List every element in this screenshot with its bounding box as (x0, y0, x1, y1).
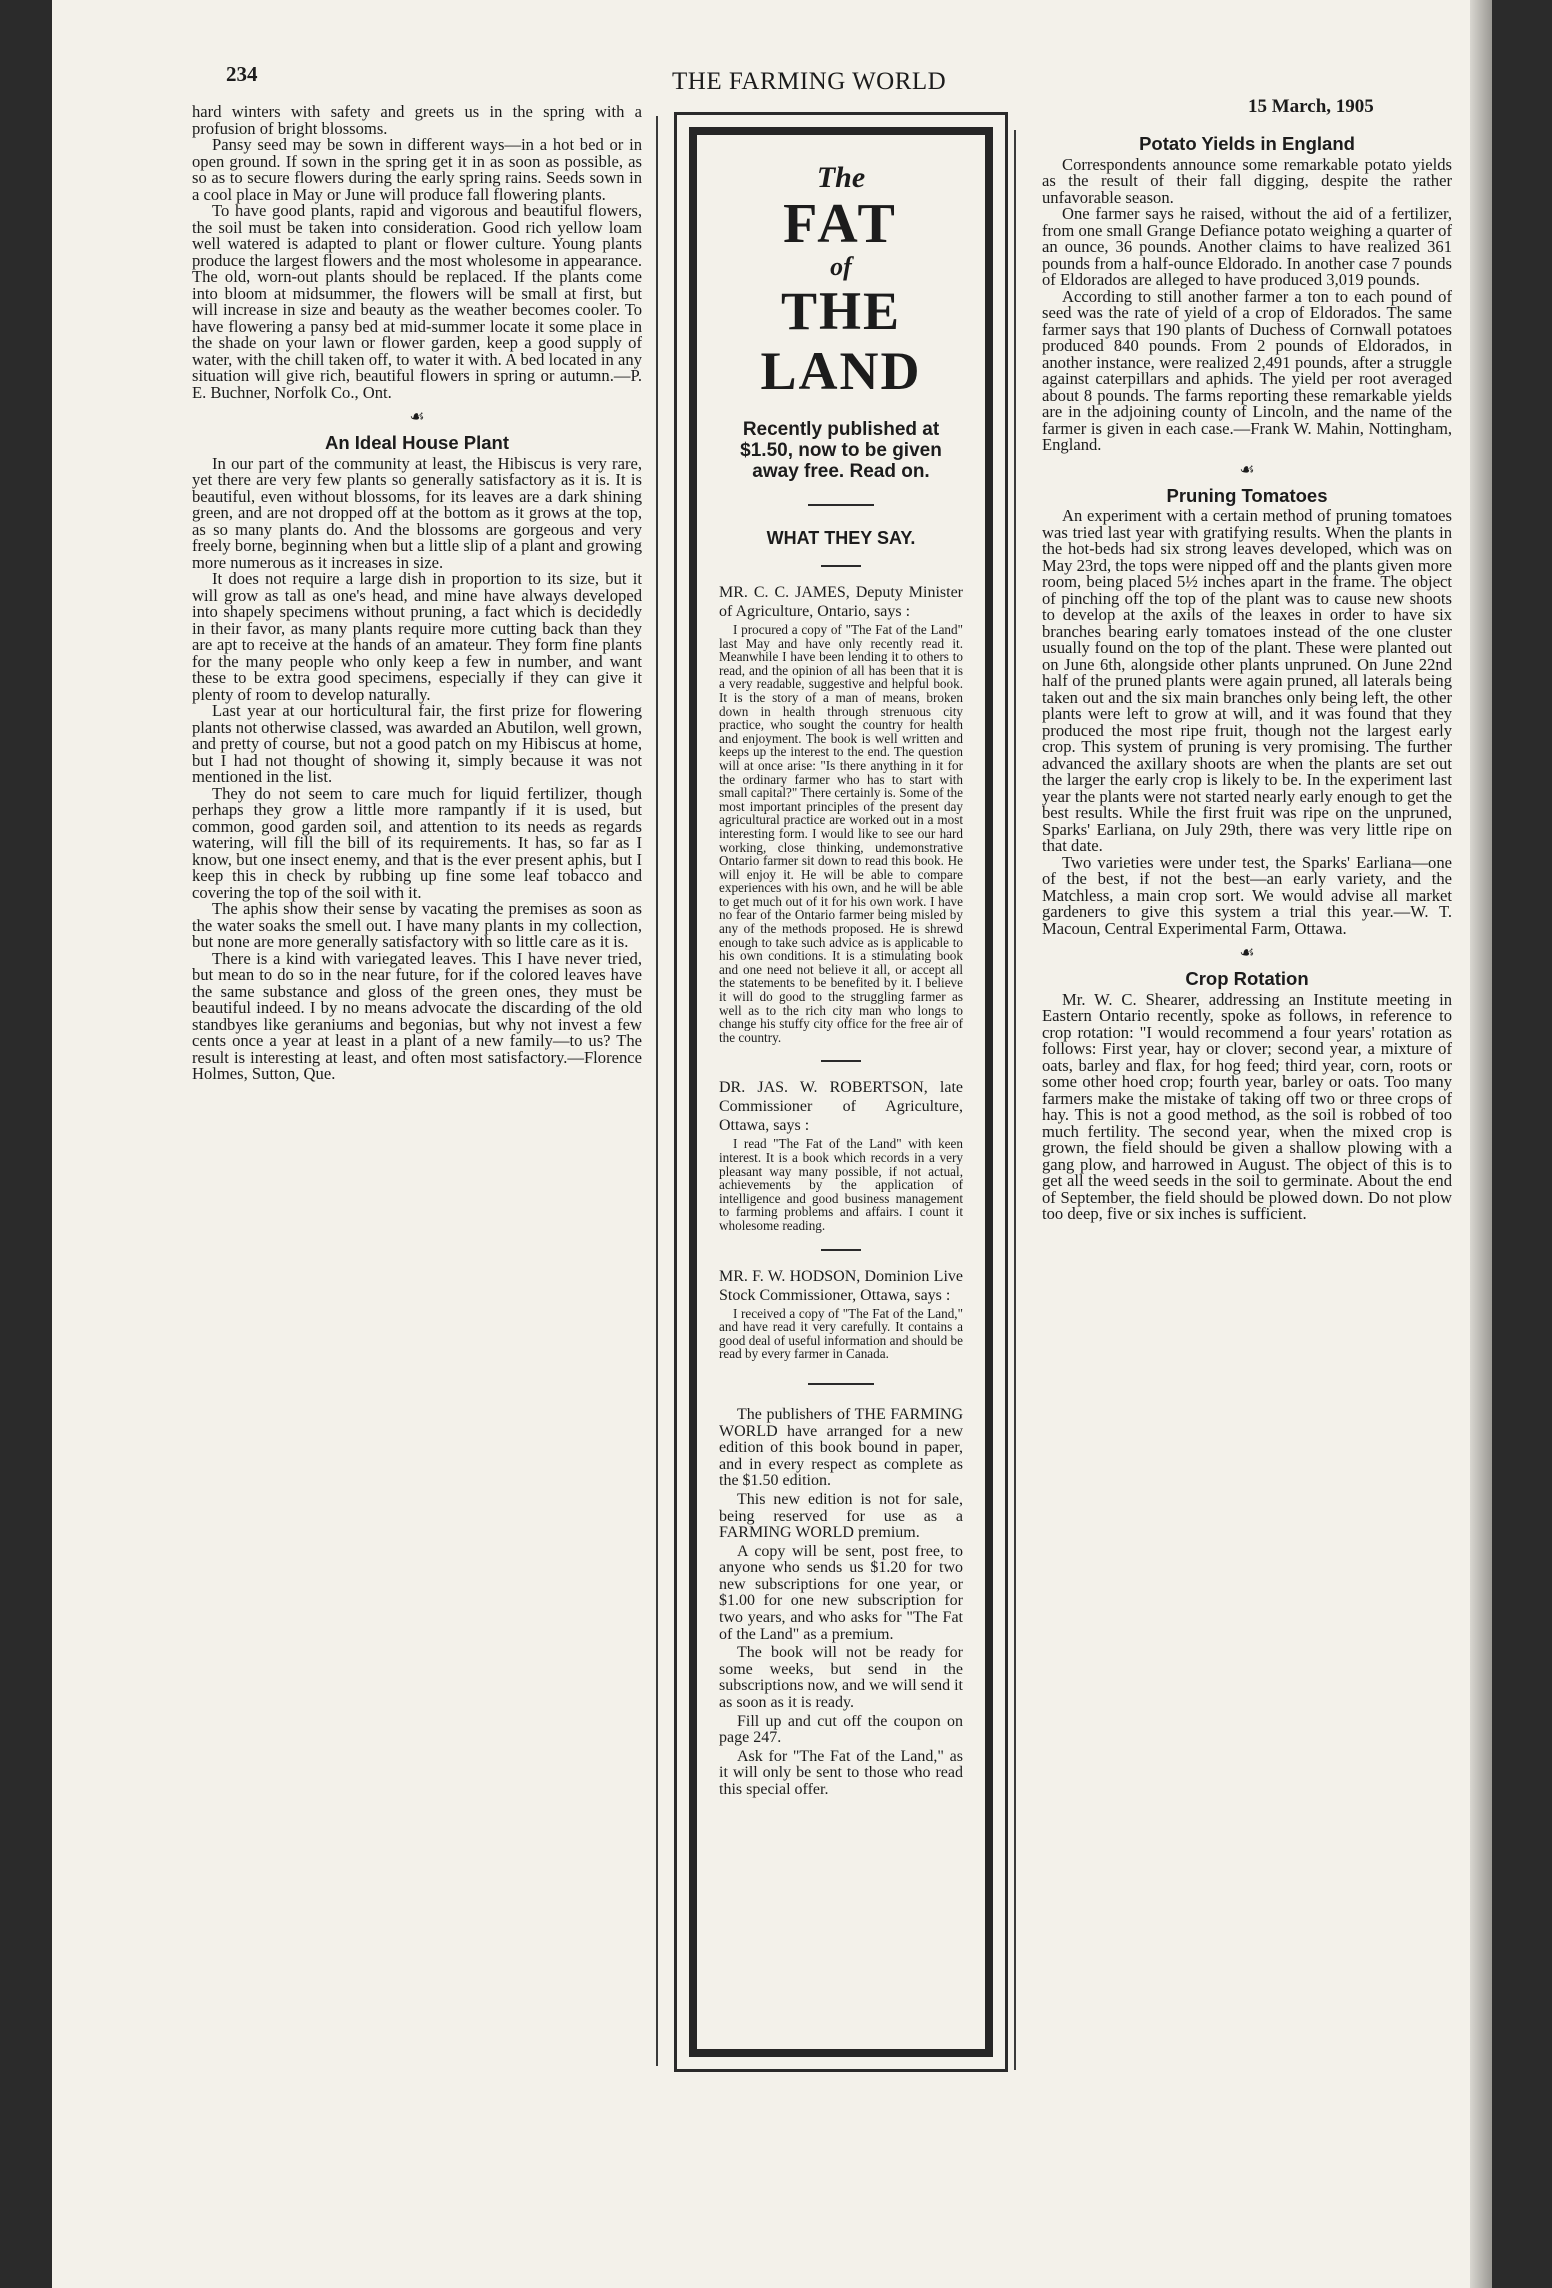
divider (821, 1249, 861, 1251)
article-heading: Crop Rotation (1185, 968, 1309, 989)
fleuron-ornament: ☙ (409, 407, 425, 426)
testimonial-author: DR. JAS. W. ROBERTSON, late Commissioner of Agriculture, Ottawa, says : (719, 1079, 963, 1135)
paragraph: The publishers of THE FARMING WORLD have arranged for a new edition of this book bound in paper, and in every respect as complete as the $1.50 edition. (719, 1405, 963, 1490)
paragraph: One farmer says he raised, without the aid of a fertilizer, from one small Grange Defiance potato weighing a quarter of an ounce, 36 pounds. Another claims to have realized 361 pounds from a half-ounce Eldorado. In another case 7 pounds of Eldorados are alleged to have produced 3,019 pounds. (1042, 204, 1452, 289)
advertisement-inner-border (689, 127, 993, 2057)
paragraph: They do not seem to care much for liquid fertilizer, though perhaps they grow a little more rampantly if it is used, but common, good garden soil, and attention to its needs as regards watering, will fill the bill of its requirements. It has, so far as I know, but one insect enemy, and that is the ever present aphis, but I keep this in check by rubbing up fine some leaf tobacco and covering the top of the soil with it. (192, 783, 642, 902)
divider (821, 565, 861, 567)
ad-title-the: The (816, 161, 866, 194)
testimonial-text: I received a copy of "The Fat of the Land," and have read it very carefully. It contains a good deal of useful information and should be read by every farmer in Canada. (719, 1305, 963, 1362)
paragraph: Last year at our horticultural fair, the first prize for flowering plants not otherwise classed, was awarded an Abutilon, well grown, and pretty of course, but not a good patch on my Hibiscus at home, but I had not thought of showing it, simply because it was not mentioned in the list. (192, 701, 642, 786)
ad-title-land: THE LAND (760, 281, 922, 401)
newspaper-page (52, 0, 1492, 2288)
paragraph: Two varieties were under test, the Sparks' Earliana—one of the best, if not the best—an early variety, and the Matchless, a main crop sort. We would advise all market gardeners to give this system a trial this year.—W. T. Macoun, Central Experimental Farm, Ottawa. (1042, 852, 1452, 938)
column-left (192, 104, 642, 1083)
paragraph: hard winters with safety and greets us in the spring with a profusion of bright blossoms. (192, 102, 642, 138)
article-heading: Pruning Tomatoes (1166, 484, 1328, 506)
column-right (1042, 133, 1452, 1223)
page-number: 234 (226, 62, 258, 86)
article-heading: An Ideal House Plant (324, 432, 509, 453)
fleuron-ornament: ☙ (1239, 459, 1255, 479)
paragraph: The aphis show their sense by vacating the premises as soon as the water soaks the smell out. I have many plants in my collection, but none are more generally satisfactory with so little care as it is. (192, 899, 642, 951)
fleuron-ornament: ☙ (1239, 943, 1255, 962)
offer-details (719, 1407, 963, 1799)
paragraph: Fill up and cut off the coupon on page 247. (719, 1712, 963, 1747)
paragraph: Ask for "The Fat of the Land," as it will only be sent to those who read this special offer. (719, 1747, 963, 1798)
ad-title-fat: FAT (783, 193, 899, 255)
paragraph: To have good plants, rapid and vigorous and beautiful flowers, the soil must be taken into consideration. Good rich yellow loam well watered is adapted to plant or flower culture. Young plants produce the largest flowers and the most wholesome in appearance. The old, worn-out plants should be replaced. If the plants come into bloom at midsummer, the flowers will be small at first, but will increase in size and beauty as the weather becomes cooler. To have flowering a pansy bed at mid-summer locate it some place in the shade on your lawn or flower garden, keep a good supply of water, with the chill taken off, to water it with. A bed located in any situation will give rich, beautiful flowers in spring or autumn.—P. E. Buchner, Norfolk Co., Ont. (192, 201, 642, 402)
testimonial-text: I read "The Fat of the Land" with keen interest. It is a book which records in a very pleasant way many possible, if not actual, achievements by the application of intelligence and good business management to farming problems and affairs. I count it wholesome reading. (719, 1136, 963, 1233)
divider (808, 1383, 874, 1385)
paragraph: An experiment with a certain method of pruning tomatoes was tried last year with gratifying results. When the plants in the hot-beds had six strong leaves developed, which was on May 23rd, the tops were nipped off and the plants given more room, being placed 5½ inches apart in the frame. The object of pinching off the top of the plant was to cause new shoots to develop at the axils of the leaxes in order to have six branches bearing early tomatoes instead of the one cluster usually found on the top of the plant. These were planted out on June 6th, alongside other plants unpruned. On June 22nd half of the pruned plants were again pruned, all laterals being taken out and the six main branches only being left, the other plants were left to grow at will, and it was found that they produced the most ripe fruit, though not the largest early crop. This system of pruning is very promising. The further advanced the axillary shoots are when the plants are set out the larger the early crop is likely to be. In the experiment last year the plants were not started nearly early enough to get the best results. While the first fruit was ripe on the unpruned, Sparks' Earliana, on July 29th, there was very little ripe on that date. (1042, 506, 1452, 855)
paragraph: The book will not be ready for some weeks, but send in the subscriptions now, and we will send it as soon as it is ready. (719, 1644, 963, 1712)
paragraph: Pansy seed may be sown in different ways—in a hot bed or in open ground. If sown in the spring get it in as soon as possible, as so as to secure flowers during the early spring rains. Seeds sown in a cool place in May or June will produce fall flowering plants. (192, 135, 642, 204)
column-rule (1014, 130, 1016, 2070)
running-head: THE FARMING WORLD (672, 68, 947, 95)
ad-title-of: of (830, 252, 852, 281)
paragraph: There is a kind with variegated leaves. This I have never tried, but mean to do so in the near future, for if the colored leaves have the same substance and gloss of the green ones, they must be beautiful indeed. I by no means advocate the discarding of the old standbyes like geraniums and begonias, but why not invest a few cents once a year at least in a plant of a new family—to us? The result is interesting at least, and often most satisfactory.—Florence Holmes, Sutton, Que. (192, 948, 642, 1083)
divider (821, 1060, 861, 1062)
ad-subheading: Recently published at $1.50, now to be given away free. Read on. (740, 419, 942, 482)
paragraph: In our part of the community at least, the Hibiscus is very rare, yet there are very few plants so generally satisfactory as it is. It is beautiful, even without blossoms, for its leaves are a dark shining green, and are not dropped off at the bottom as it grows at the top, as so many plants do. And the blossoms are gorgeous and very freely borne, beginning when but a little slip of a plant and growing more numerous as it increases in size. (192, 453, 642, 572)
testimonial-author: MR. F. W. HODSON, Dominion Live Stock Commissioner, Ottawa, says : (719, 1267, 963, 1304)
advertisement-box (674, 112, 1008, 2072)
paragraph: It does not require a large dish in proportion to its size, but it will grow as tall as one's head, and mine have always developed into shapely specimens without pruning, a fact which is decidedly in their favor, as many plants require more cutting back than they are apt to receive at the hands of an amateur. They form fine plants for the many people who only keep a few in number, and want these to be extra good specimens, especially if they can give it plenty of room to develop naturally. (192, 569, 642, 704)
issue-date: 15 March, 1905 (1248, 96, 1374, 117)
paragraph: According to still another farmer a ton to each pound of seed was the rate of yield of a crop of Eldorados. The same farmer says that 190 plants of Duchess of Cornwall potatoes produced 840 pounds. From 2 pounds of Eldorados, in another instance, were realized 2,491 pounds, after a struggle against caterpillars and aphids. The yield per root averaged about 8 pounds. The farms reporting these remarkable yields are in the adjoining county of Lincoln, and the name of the farmer is given in each case.—Frank W. Mahin, Nottingham, England. (1042, 286, 1452, 454)
paragraph: A copy will be sent, post free, to anyone who sends us $1.20 for two new subscriptions for one year, or $1.00 for one new subscription for two years, and who asks for "The Fat of the Land" as a premium. (719, 1542, 963, 1643)
paragraph: This new edition is not for sale, being reserved for use as a FARMING WORLD premium. (719, 1490, 963, 1542)
testimonial-author: MR. C. C. JAMES, Deputy Minister of Agriculture, Ontario, says : (719, 584, 963, 620)
article-heading: Potato Yields in England (1139, 133, 1355, 154)
paragraph: Mr. W. C. Shearer, addressing an Institute meeting in Eastern Ontario recently, spoke as follows, in reference to crop rotation: "I would recommend a four years' rotation as follows: First year, hay or clover; second year, a mixture of oats, barley and flax, for hog feed; third year, corn, roots or some other hoed crop; fourth year, barley or oats. Too many farmers make the mistake of taking off two or three crops of hay. This is not a good method, as the soil is robbed of too much fertility. The second year, when the mixed crop is grown, the field should be given a shallow plowing with a gang plow, and harrowed in August. The object of this is to get all the weed seeds in the soil to germinate. About the end of September, the field should be plowed down. Do not plow too deep, five or six inches is sufficient. (1042, 989, 1452, 1223)
testimonial-text: I procured a copy of "The Fat of the Land" last May and have only recently read it. Meanwhile I have been lending it to others to read, and the opinion of all has been that it is a very readable, suggestive and helpful book. It is the story of a man of means, broken down in health through strenuous city practice, who sought the country for health and enjoyment. The book is well written and keeps up the interest to the end. The question will at once arise: "Is there anything in it for the ordinary farmer who has to start with small capital?" There certainly is. Some of the most important principles of the present day agricultural practice are worked out in a most interesting form. I would like to see our hard working, close thinking, undemonstrative Ontario farmer sit down to read this book. He will enjoy it. He will be able to compare experiences with his own, and he will be able to get much out of it for his own work. I have no fear of the Ontario farmer being misled by any of the methods proposed. He is shrewd enough to take such advice as is applicable to his own conditions. It is a stimulating book and one need not believe it all, or accept all the statements to be benefited by it. I believe it will do good to the struggling farmer as well as to the rich city man who longs to change his stuffy city office for the free air of the country. (719, 622, 963, 1045)
paragraph: Correspondents announce some remarkable potato yields as the result of their fall digging, despite the rather unfavorable season. (1042, 154, 1452, 207)
ad-section-title: WHAT THEY SAY. (766, 528, 916, 548)
column-rule (656, 116, 658, 2066)
divider (808, 504, 874, 506)
